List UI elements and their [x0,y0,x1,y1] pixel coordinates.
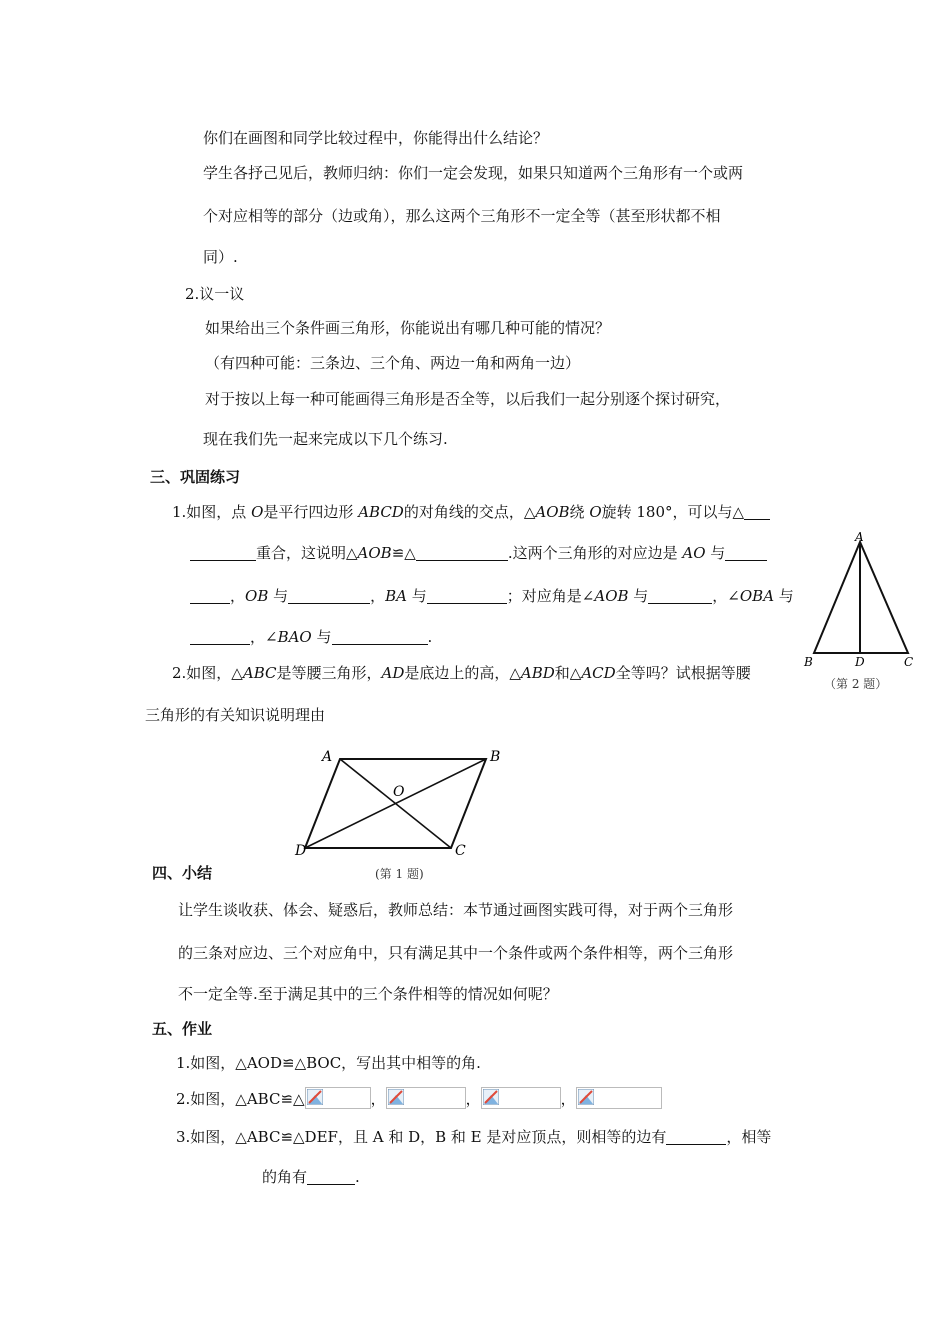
discuss-title: 2.议一议 [185,285,245,303]
blank[interactable] [725,544,767,561]
parallelogram-figure [290,745,510,860]
text: ， [370,587,386,605]
intro-summary-line-2: 个对应相等的部分（边或角），那么这两个三角形不一定全等（甚至形状都不相 [203,207,721,225]
math-abcd: ABCD [358,503,404,521]
math-aob: AOB [594,587,629,605]
exercise-2-line-2: 三角形的有关知识说明理由 [145,706,326,724]
text: 全等吗？试根据等腰 [615,664,751,682]
exercise-1-line-4 [190,626,432,648]
triangle-figure [800,530,920,670]
text: ， [230,587,246,605]
label-o: O [393,784,405,800]
summary-line-1: 让学生谈收获、体会、疑惑后，教师总结：本节通过画图实践可得，对于两个三角形 [178,901,734,919]
blank[interactable] [190,587,230,604]
math-o: O [589,503,602,521]
text: 是等腰三角形， [276,664,382,682]
label-b: B [490,749,501,765]
homework-3-line-1 [176,1126,771,1148]
math-ba: BA [385,587,407,605]
homework-2 [176,1087,662,1110]
text: 与 [705,544,726,562]
intro-summary-line-1: 学生各抒己见后，教师归纳：你们一定会发现，如果只知道两个三角形有一个或两 [203,164,744,182]
math-o: O [251,503,264,521]
text: 的角有 [262,1168,308,1186]
label-c: C [455,843,466,859]
label-d: D [295,843,307,859]
discuss-line-2: 现在我们先一起来完成以下几个练习. [203,430,448,448]
text: ，相等 [726,1128,772,1146]
blank[interactable] [416,544,508,561]
text: 是底边上的高，△ [404,664,521,682]
section-5-heading: 五、作业 [152,1020,213,1038]
text: .这两个三角形的对应边是 [507,544,683,562]
math-bao: BAO [277,628,312,646]
exercise-1-line-1 [172,501,770,523]
exercise-2-line-1 [172,662,751,684]
text: ， [560,1090,576,1108]
text: 1.如图，点 [172,503,252,521]
math-ao: AO [682,544,706,562]
text: 的对角线的交点，△ [403,503,536,521]
text: 旋转 180°，可以与△ [601,503,745,521]
label-a: A [855,530,864,544]
discuss-question: 如果给出三个条件画三角形，你能说出有哪几种可能的情况？ [205,319,611,337]
blank[interactable] [648,587,712,604]
homework-3-line-2 [262,1166,360,1188]
text: 与 [774,587,794,605]
label-d: D [855,655,865,669]
text: 与 [628,587,649,605]
text: 绕 [569,503,590,521]
section-3-heading: 三、巩固练习 [150,468,241,486]
section-4-heading: 四、小结 [152,864,213,882]
image-placeholder-icon [386,1087,466,1109]
math-oba: OBA [739,587,775,605]
triangle-caption: （第 2 题） [824,677,888,691]
blank[interactable] [332,628,428,645]
blank[interactable] [288,587,370,604]
discuss-line-1: 对于按以上每一种可能画得三角形是否全等，以后我们一起分别逐个探讨研究， [205,390,731,408]
image-placeholder-icon [576,1087,662,1109]
blank[interactable] [427,587,507,604]
label-b: B [804,655,813,669]
homework-1: 1.如图，△AOD≌△BOC，写出其中相等的角. [176,1054,481,1072]
blank[interactable] [190,628,250,645]
text: 与 [268,587,289,605]
label-c: C [904,655,914,669]
text: . [427,628,433,646]
parallelogram-caption: (第 1 题) [375,867,424,881]
math-abc: ABC [242,664,277,682]
text: 与 [407,587,427,605]
text: 2.如图，△ [172,664,243,682]
discuss-answer: （有四种可能：三条边、三个角、两边一角和两角一边） [205,354,581,372]
text: ；对应角是∠ [506,587,595,605]
text: ，∠ [712,587,740,605]
blank[interactable] [744,503,770,520]
image-placeholder-icon [481,1087,561,1109]
intro-question: 你们在画图和同学比较过程中，你能得出什么结论？ [203,129,549,147]
summary-line-3: 不一定全等.至于满足其中的三个条件相等的情况如何呢？ [178,985,558,1003]
text: ， [465,1090,481,1108]
math-acd: ACD [581,664,616,682]
blank[interactable] [307,1168,355,1185]
diagonal-bd [305,759,486,848]
text: 2.如图，△ABC≌△ [176,1090,305,1108]
math-abd: ABD [520,664,555,682]
math-aob: AOB [357,544,392,562]
label-a: A [322,749,333,765]
text: ，∠ [250,628,278,646]
exercise-1-line-2 [190,542,767,564]
summary-line-2: 的三条对应边、三个对应角中，只有满足其中一个条件或两个条件相等，两个三角形 [178,944,734,962]
intro-summary-line-3: 同）. [203,248,238,266]
text: 重合，这说明△ [256,544,358,562]
text: ， [370,1090,386,1108]
blank[interactable] [190,544,256,561]
math-aob: AOB [535,503,570,521]
math-ad: AD [381,664,405,682]
text: 是平行四边形 [263,503,359,521]
text: 3.如图，△ABC≌△DEF，且 A 和 D，B 和 E 是对应顶点，则相等的边有 [176,1128,667,1146]
image-placeholder-icon [305,1087,371,1109]
text: 与 [311,628,332,646]
math-ob: OB [245,587,269,605]
text: ≌△ [391,544,416,562]
text: . [355,1168,360,1186]
blank[interactable] [666,1128,726,1145]
text: 和△ [554,664,582,682]
exercise-1-line-3 [190,585,794,607]
